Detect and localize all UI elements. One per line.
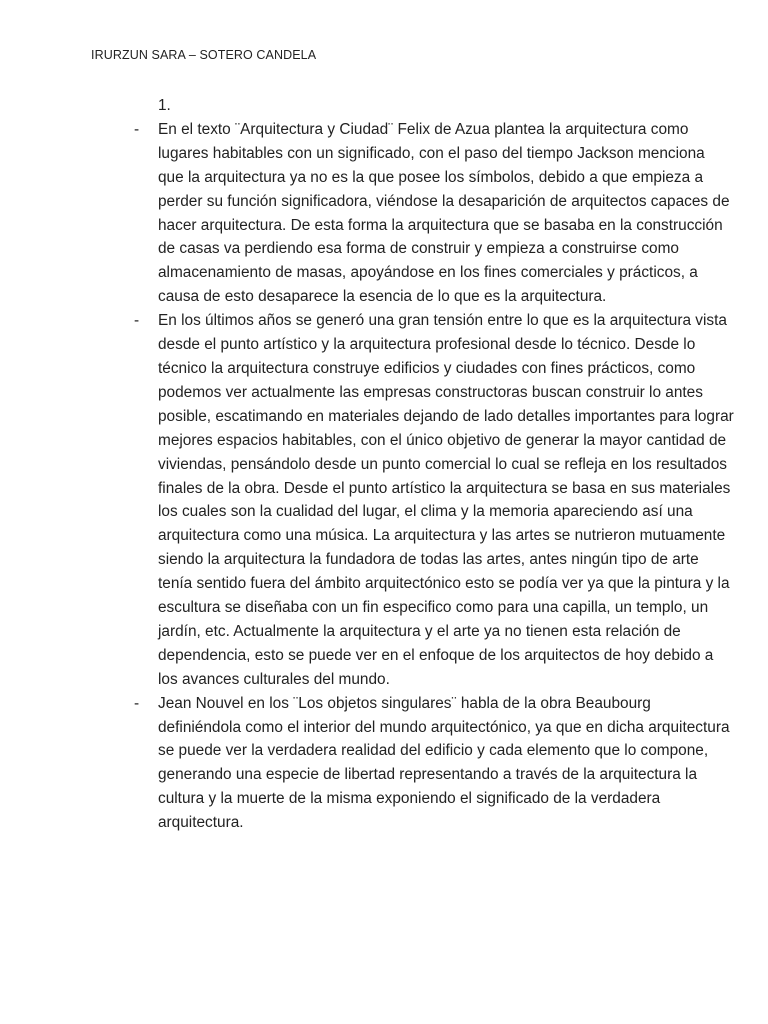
list-item	[134, 309, 734, 692]
question-number: 1.	[158, 97, 171, 114]
page-header-authors: IRURZUN SARA – SOTERO CANDELA	[91, 48, 317, 62]
paragraph-2: En los últimos años se generó una gran tensión entre lo que es la arquitectura vista desde el punto artístico y la arquitectura profesional desde lo técnico. Desde lo técnico la arquitectura construye edificios y ciudades con fines prácticos, como podemos ver actualmente las empresas constructoras buscan construir lo antes posible, escatimando en materiales dejando de lado detalles importantes para lograr mejores espacios habitables, con el único objetivo de generar la mayor cantidad de viviendas, pensándolo desde un punto comercial lo cual se refleja en los resultados finales de la obra. Desde el punto artístico la arquitectura se basa en sus materiales los cuales son la cualidad del lugar, el clima y la memoria apareciendo así una arquitectura como una música. La arquitectura y las artes se nutrieron mutuamente siendo la arquitectura la fundadora de todas las artes, antes ningún tipo de arte tenía sentido fuera del ámbito arquitectónico esto se podía ver ya que la pintura y la escultura se diseñaba con un fin especifico como para una capilla, un templo, un jardín, etc. Actualmente la arquitectura y el arte ya no tienen esta relación de dependencia, esto se puede ver en el enfoque de los arquitectos de hoy debido a los avances culturales del mundo.	[158, 312, 734, 688]
bullet-dash: -	[134, 120, 140, 138]
bullet-dash: -	[134, 312, 140, 330]
list-item	[134, 118, 734, 309]
paragraph-1: En el texto ¨Arquitectura y Ciudad¨ Felix de Azua plantea la arquitectura como lugares habitables con un significado, con el paso del tiempo Jackson menciona que la arquitectura ya no es la que posee los símbolos, debido a que empieza a perder su función significadora, viéndose la desaparición de arquitectos capaces de hacer arquitectura. De esta forma la arquitectura que se basaba en la construcción de casas va perdiendo esa forma de construir y empieza a construirse como almacenamiento de masas, apoyándose en los fines comerciales y prácticos, a causa de esto desaparece la esencia de lo que es la arquitectura.	[158, 120, 730, 306]
document-body	[134, 94, 734, 835]
bullet-dash: -	[134, 694, 140, 712]
list-item	[134, 692, 734, 835]
paragraph-3: Jean Nouvel en los ¨Los objetos singulares¨ habla de la obra Beaubourg definiéndola como el interior del mundo arquitectónico, ya que en dicha arquitectura se puede ver la verdadera realidad del edificio y cada elemento que lo compone, generando una especie de libertad representando a través de la arquitectura la cultura y la muerte de la misma exponiendo el significado de la verdadera arquitectura.	[158, 694, 730, 832]
